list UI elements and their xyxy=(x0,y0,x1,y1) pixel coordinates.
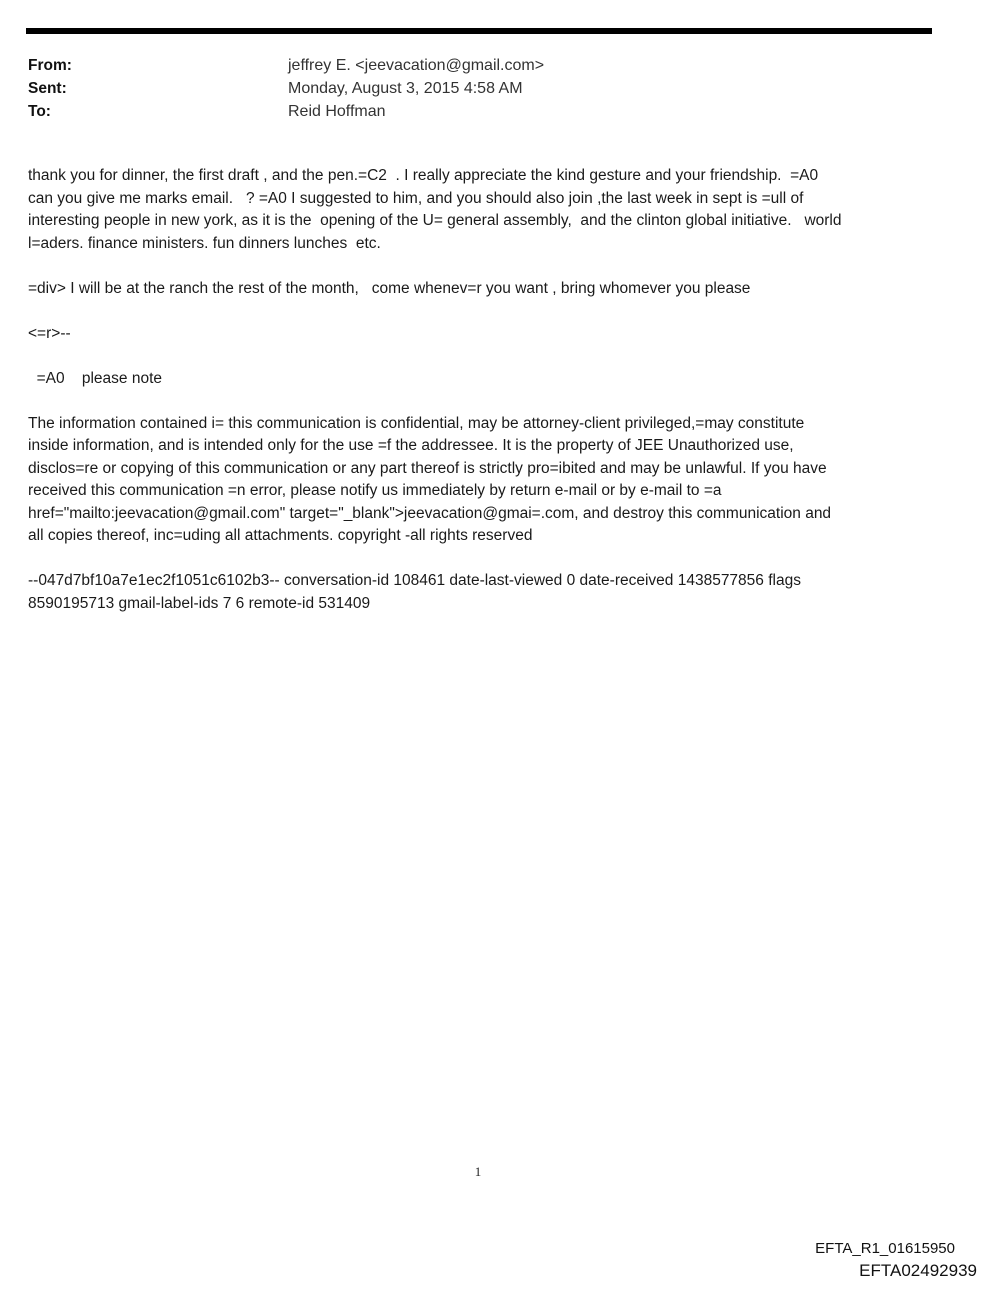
bates-stamp-secondary: EFTA02492939 xyxy=(859,1261,977,1280)
to-value: Reid Hoffman xyxy=(288,102,386,120)
sent-label: Sent: xyxy=(28,79,67,97)
from-label: From: xyxy=(28,56,72,74)
body-paragraph-metadata: --047d7bf10a7e1ec2f1051c6102b3-- conversation-id 108461 date-last-viewed 0 date-received 1438577856 flags 8590195713 gmail-label-ids 7 6 remote-id 531409 xyxy=(28,572,801,612)
body-paragraph-disclaimer: The information contained i= this communication is confidential, may be attorney-client privileged,=may constitute inside information, and is intended only for the use =f the addressee. It is the property of JEE Unauthorized use, disclos=re or copying of this communication or any part thereof is strictly pro=ibited and may be unlawful. If you have received this communication =n error, please notify us immediately by return e-mail or by e-mail to =a href="mailto:jeevacation@gmail.com" target="_blank">jeevacation@gmai=.com, and destroy this communication and all copies thereof, inc=uding all attachments. copyright -all rights reserved xyxy=(28,414,832,544)
body-paragraph-note: =A0 please note xyxy=(28,369,163,387)
sent-row xyxy=(28,77,908,100)
page-number: 1 xyxy=(474,1164,482,1179)
body-paragraph-message: thank you for dinner, the first draft , and the pen.=C2 . I really appreciate the kind gesture and your friendship. =A0 can you give me marks email. ? =A0 I suggested to him, and you should also join ,the last week in sept is =ull of interesting people in new york, as it is the opening of the U= general assembly, and the clinton global initiative. world l=aders. finance ministers. fun dinners lunches etc. xyxy=(28,167,842,252)
email-body xyxy=(28,165,938,638)
to-label: To: xyxy=(28,102,51,120)
email-header xyxy=(28,54,908,123)
to-row xyxy=(28,100,908,123)
bates-stamp-primary: EFTA_R1_01615950 xyxy=(815,1240,955,1257)
top-rule xyxy=(26,28,932,34)
body-paragraph-signature: <=r>-- xyxy=(28,324,71,342)
from-row xyxy=(28,54,908,77)
body-paragraph-ranch: =div> I will be at the ranch the rest of the month, come whenev=r you want , bring whomever you please xyxy=(28,279,751,297)
from-value: jeffrey E. <jeevacation@gmail.com> xyxy=(288,56,545,74)
sent-value: Monday, August 3, 2015 4:58 AM xyxy=(288,79,523,97)
